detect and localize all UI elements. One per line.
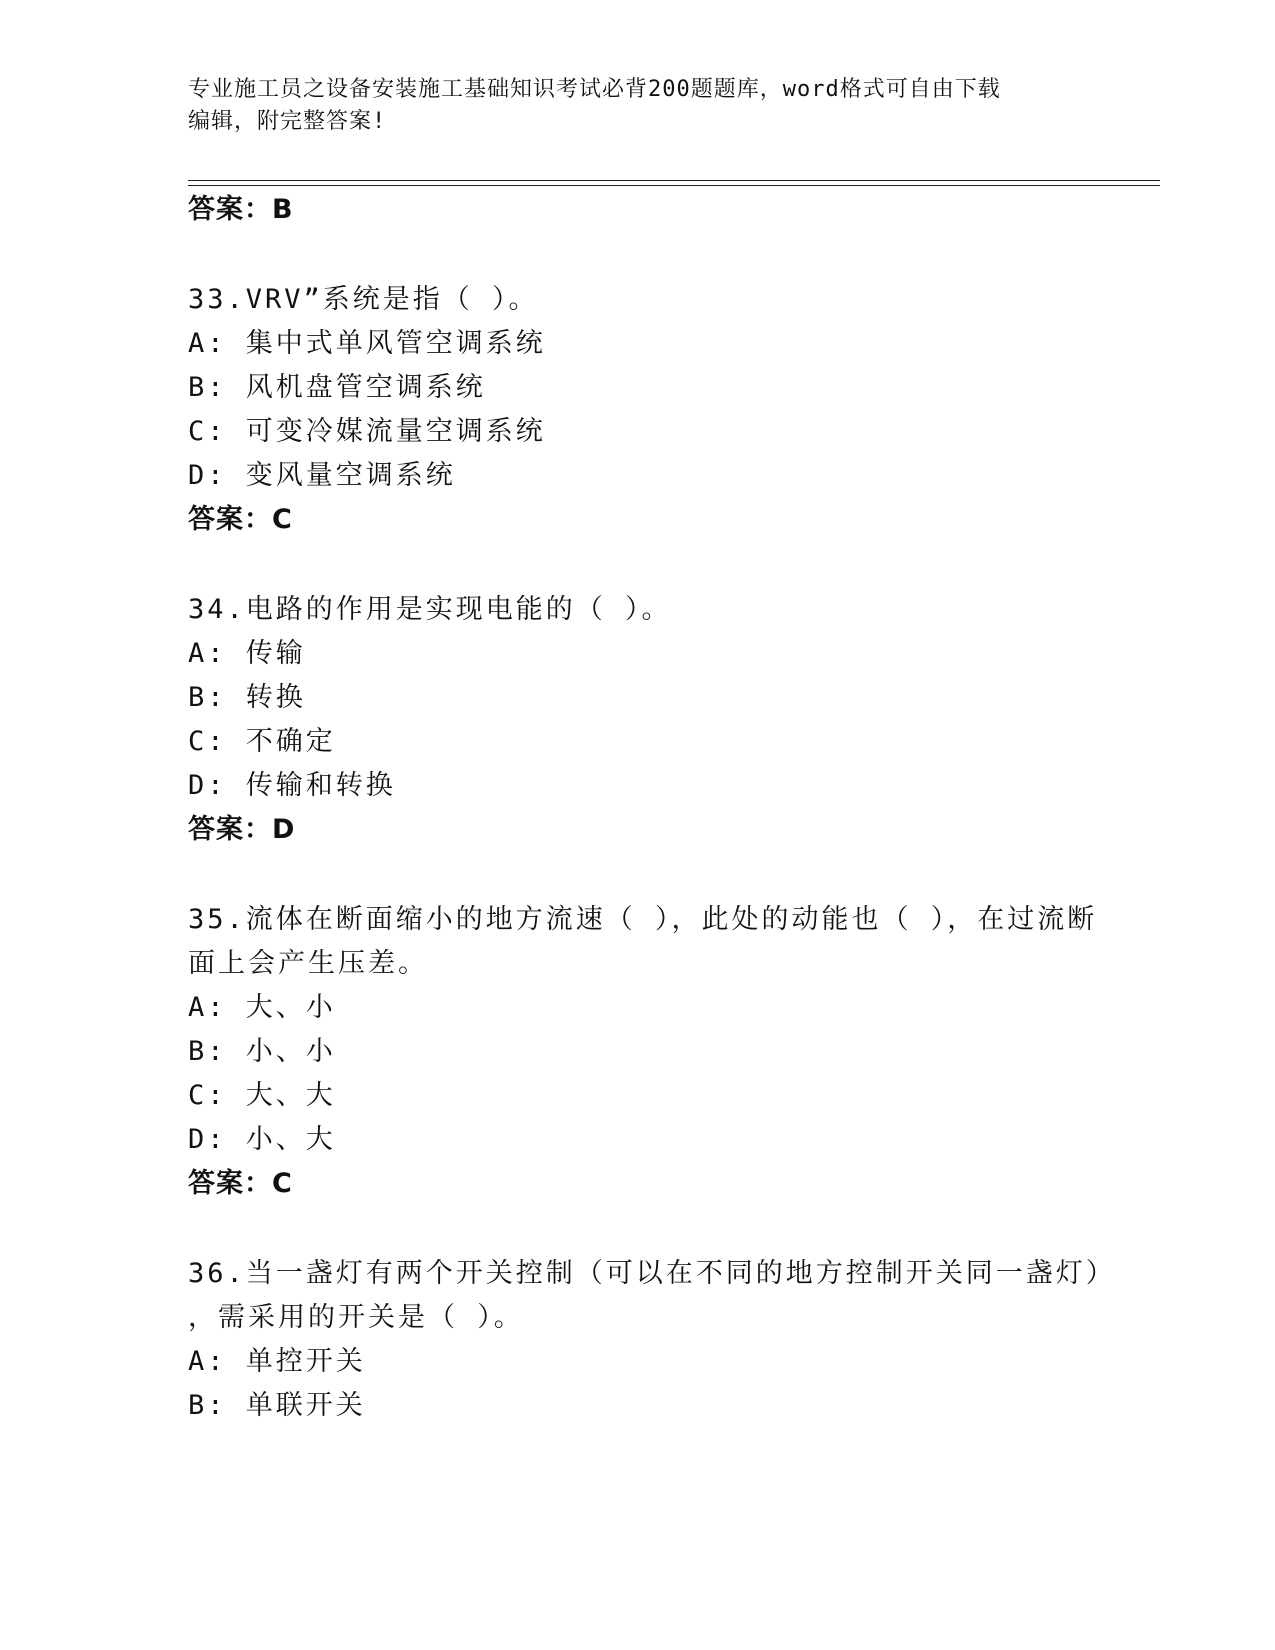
question-35-option-a: A: 大、小 [188,992,336,1023]
header-line-2: 编辑，附完整答案! [188,109,387,134]
document-header [188,74,1088,138]
question-34-stem: 34.电路的作用是实现电能的（ ）。 [188,594,672,625]
header-line-1: 专业施工员之设备安装施工基础知识考试必背200题题库，word格式可自由下载 [188,77,1001,102]
header-divider-bottom [188,185,1160,186]
question-35-option-b: B: 小、小 [188,1036,336,1067]
question-35-option-c: C: 大、大 [188,1080,336,1111]
question-36-stem-line-1: 36.当一盏灯有两个开关控制（可以在不同的地方控制开关同一盏灯） [188,1258,1116,1289]
question-34-option-b: B: 转换 [188,682,306,713]
question-33-stem: 33.VRV”系统是指（ ）。 [188,284,539,315]
question-33-option-c: C: 可变冷媒流量空调系统 [188,416,546,447]
question-36-option-a: A: 单控开关 [188,1346,366,1377]
question-35-stem-line-2: 面上会产生压差。 [188,948,428,979]
question-35-option-d: D: 小、大 [188,1124,336,1155]
question-34-answer: 答案：D [188,814,296,845]
previous-answer: 答案：B [188,194,294,225]
question-33-option-d: D: 变风量空调系统 [188,460,456,491]
question-36-stem-line-2: ，需采用的开关是（ ）。 [188,1302,524,1333]
question-35-answer: 答案：C [188,1168,293,1199]
question-34-option-d: D: 传输和转换 [188,770,396,801]
question-34-option-c: C: 不确定 [188,726,336,757]
question-35-stem-line-1: 35.流体在断面缩小的地方流速（ ），此处的动能也（ ），在过流断 [188,904,1098,935]
question-33-answer: 答案：C [188,504,293,535]
question-36-option-b: B: 单联开关 [188,1390,366,1421]
question-33-option-a: A: 集中式单风管空调系统 [188,328,546,359]
header-divider-top [188,180,1160,181]
question-34-option-a: A: 传输 [188,638,306,669]
question-33-option-b: B: 风机盘管空调系统 [188,372,486,403]
